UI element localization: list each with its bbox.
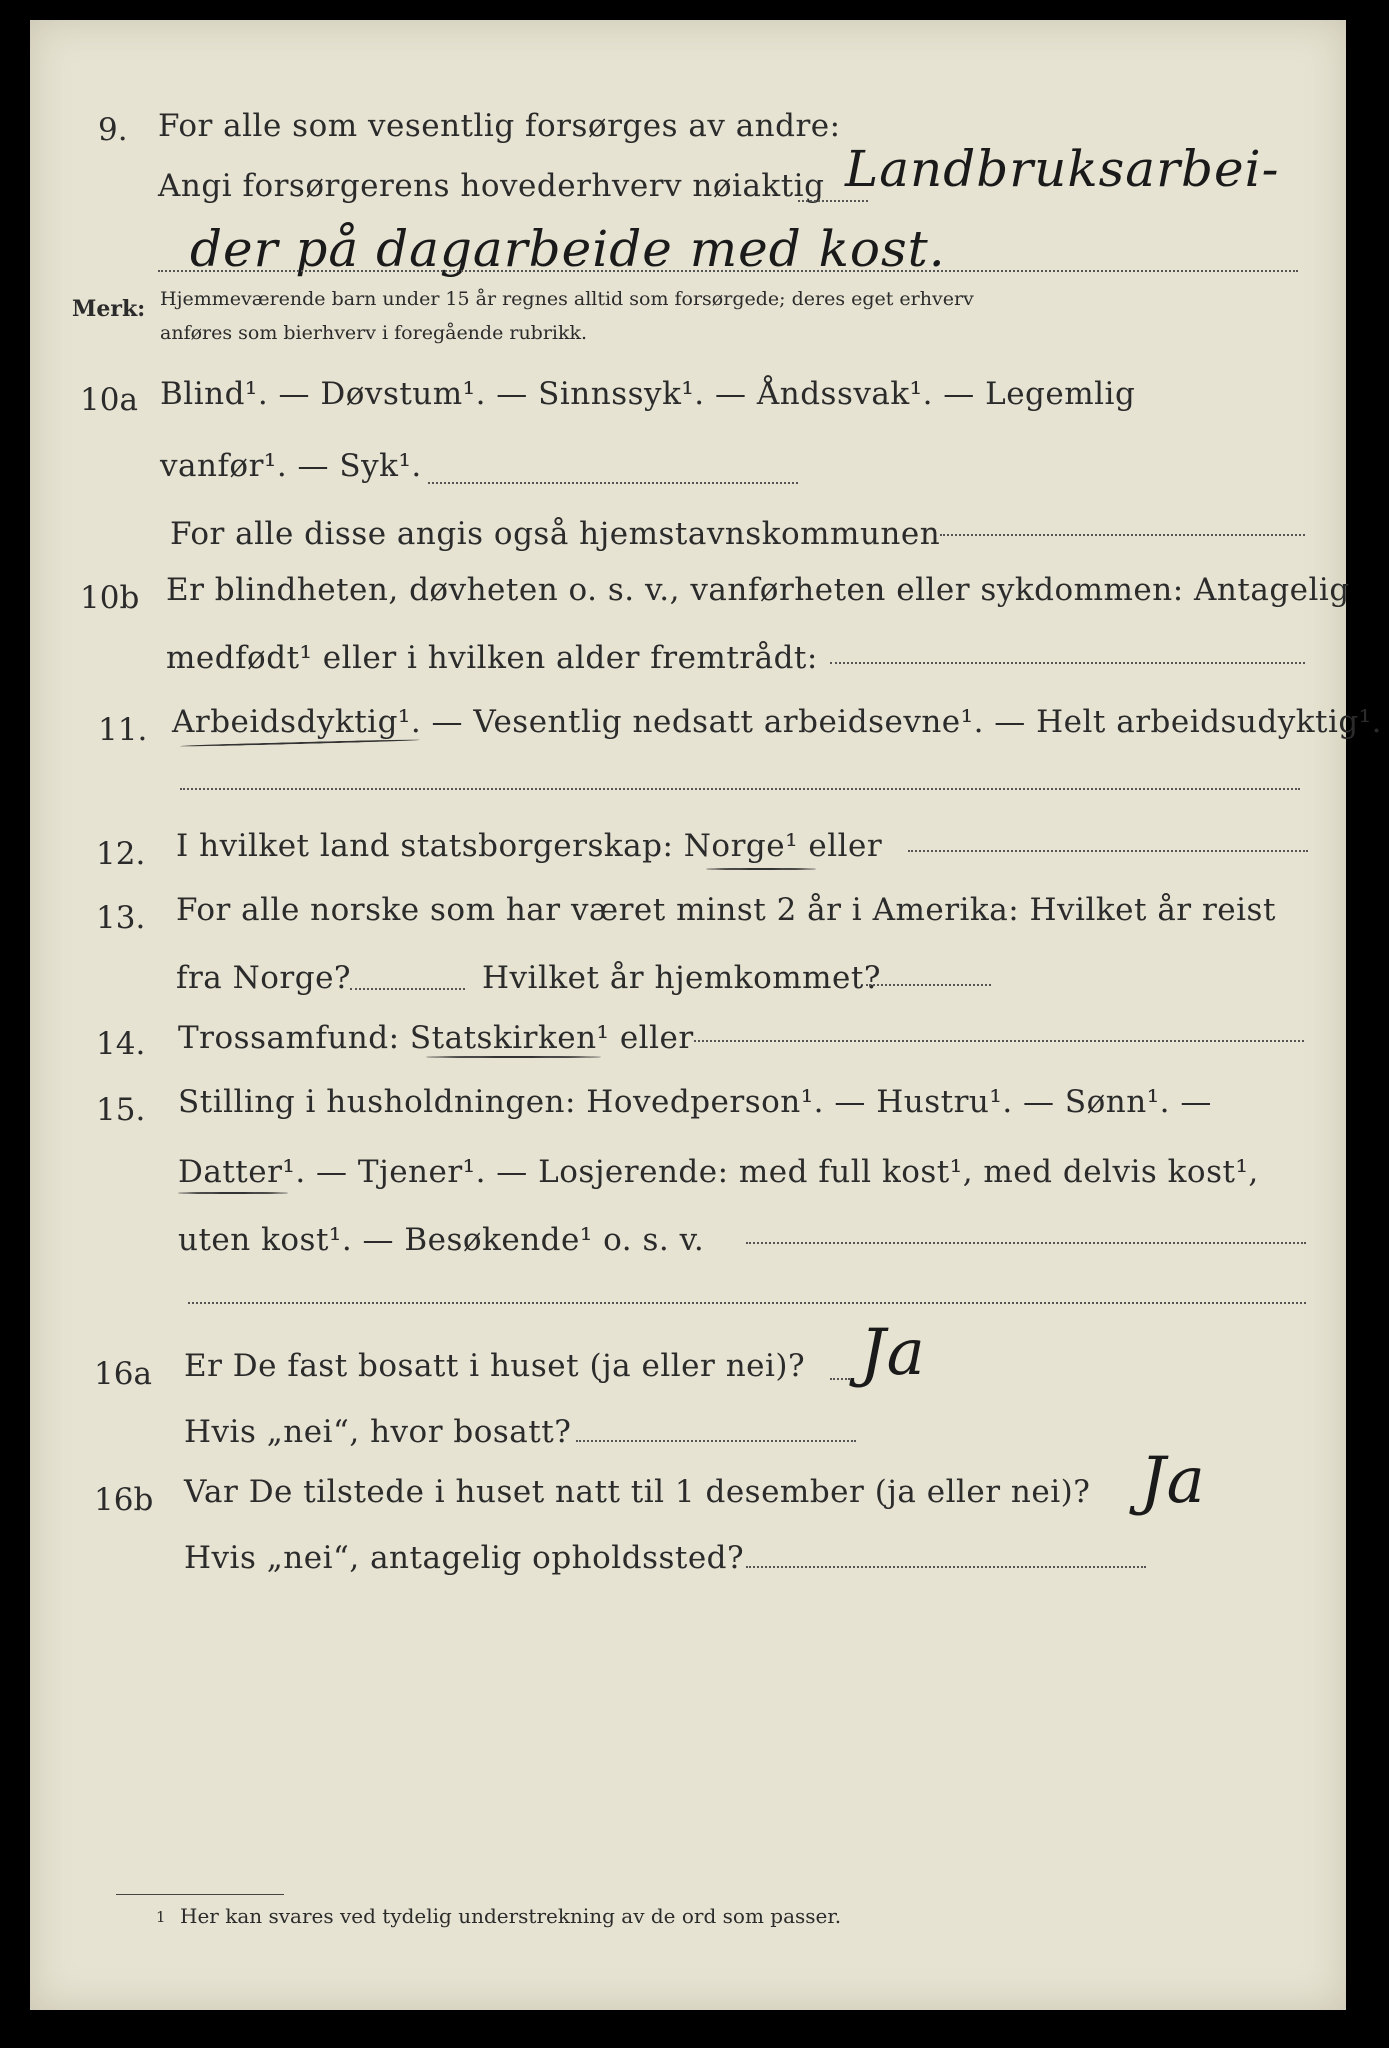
q9-handwritten-answer-line1[interactable]: Landbruksarbei- — [845, 140, 1280, 198]
footnote-mark: 1 — [156, 1908, 166, 1926]
q11-answer-rule — [180, 788, 1300, 790]
q16b-text-line2: Hvis „nei“, antagelig opholdssted? — [184, 1540, 745, 1576]
q12-underline-norge — [706, 868, 816, 870]
q14-number: 14. — [96, 1026, 146, 1062]
q11-underline-mark — [180, 739, 420, 747]
q15-number: 15. — [96, 1092, 146, 1128]
q10a-text-line1: Blind¹. — Døvstum¹. — Sinnssyk¹. — Åndssvak¹. — Legemlig — [160, 376, 1136, 412]
merk-text-line1: Hjemmeværende barn under 15 år regnes alltid som forsørgede; deres eget erhverv — [160, 288, 974, 310]
q9-handwritten-answer-line2[interactable]: der på dagarbeide med kost. — [190, 220, 946, 278]
q11-number: 11. — [98, 712, 148, 748]
q16a-answer-rule — [576, 1440, 856, 1442]
q16b-number: 16b — [94, 1482, 154, 1518]
q15-answer-rule2 — [188, 1302, 1306, 1304]
census-form-page — [30, 20, 1383, 2010]
q10a-text-line2: vanfør¹. — Syk¹. — [160, 448, 422, 484]
q16b-text-line1: Var De tilstede i huset natt til 1 desember (ja eller nei)? — [184, 1474, 1091, 1510]
q11-text-line1: Arbeidsdyktig¹. — Vesentlig nedsatt arbeidsevne¹. — Helt arbeidsudyktig¹. — [172, 704, 1383, 740]
q12-number: 12. — [96, 836, 146, 872]
q9-dotted-leader — [798, 200, 868, 202]
q12-answer-rule — [908, 850, 1308, 852]
q16a-number: 16a — [94, 1356, 152, 1392]
q13-text-line2a: fra Norge? — [176, 960, 352, 996]
q10a-text-line3: For alle disse angis også hjemstavnskommunen — [170, 516, 941, 552]
q14-answer-rule — [694, 1040, 1304, 1042]
q13-answer-rule-year-left — [350, 988, 465, 990]
q10b-text-line2: medfødt¹ eller i hvilken alder fremtrådt: — [166, 640, 818, 676]
q16a-answer-leader — [830, 1378, 850, 1380]
q15-text-line1: Stilling i husholdningen: Hovedperson¹. — Hustru¹. — Sønn¹. — — [178, 1084, 1212, 1120]
q15-answer-rule1 — [746, 1242, 1306, 1244]
merk-text-line2: anføres som bierhverv i foregående rubrikk. — [160, 322, 588, 344]
q9-number: 9. — [98, 112, 128, 148]
q9-text-line1: For alle som vesentlig forsørges av andre: — [158, 108, 841, 144]
q10b-answer-rule — [830, 662, 1305, 664]
merk-label: Merk: — [72, 296, 146, 322]
q16a-text-line2: Hvis „nei“, hvor bosatt? — [184, 1414, 572, 1450]
q16a-handwritten-answer[interactable]: Ja — [860, 1316, 926, 1390]
q14-text-line1: Trossamfund: Statskirken¹ eller — [178, 1020, 694, 1056]
q13-text-line2b: Hvilket år hjemkommet? — [482, 960, 881, 996]
q13-answer-rule-year-returned — [866, 984, 991, 986]
footnote-text: Her kan svares ved tydelig understrekning av de ord som passer. — [180, 1904, 842, 1928]
q10a-number: 10a — [80, 382, 138, 418]
q13-text-line1: For alle norske som har været minst 2 år i Amerika: Hvilket år reist — [176, 892, 1276, 928]
q13-number: 13. — [96, 900, 146, 936]
q15-text-line2: Datter¹. — Tjener¹. — Losjerende: med full kost¹, med delvis kost¹, — [178, 1154, 1259, 1190]
q16b-answer-rule — [746, 1566, 1146, 1568]
q10b-number: 10b — [80, 580, 140, 616]
q9-text-line2: Angi forsørgerens hovederhverv nøiaktig — [158, 168, 825, 204]
q15-text-line3: uten kost¹. — Besøkende¹ o. s. v. — [178, 1222, 705, 1258]
q10a-answer-rule2 — [940, 534, 1305, 536]
q12-text-line1: I hvilket land statsborgerskap: Norge¹ eller — [176, 828, 883, 864]
footnote-rule — [116, 1894, 284, 1895]
q9-answer-rule — [158, 270, 1298, 272]
q14-underline-statskirken — [426, 1056, 601, 1058]
q16a-text-line1: Er De fast bosatt i huset (ja eller nei)? — [184, 1348, 806, 1384]
q15-underline-datter — [178, 1192, 288, 1194]
q16b-handwritten-answer[interactable]: Ja — [1140, 1444, 1206, 1518]
q10a-answer-rule1 — [428, 482, 798, 484]
q10b-text-line1: Er blindheten, døvheten o. s. v., vanførheten eller sykdommen: Antagelig — [166, 572, 1350, 608]
